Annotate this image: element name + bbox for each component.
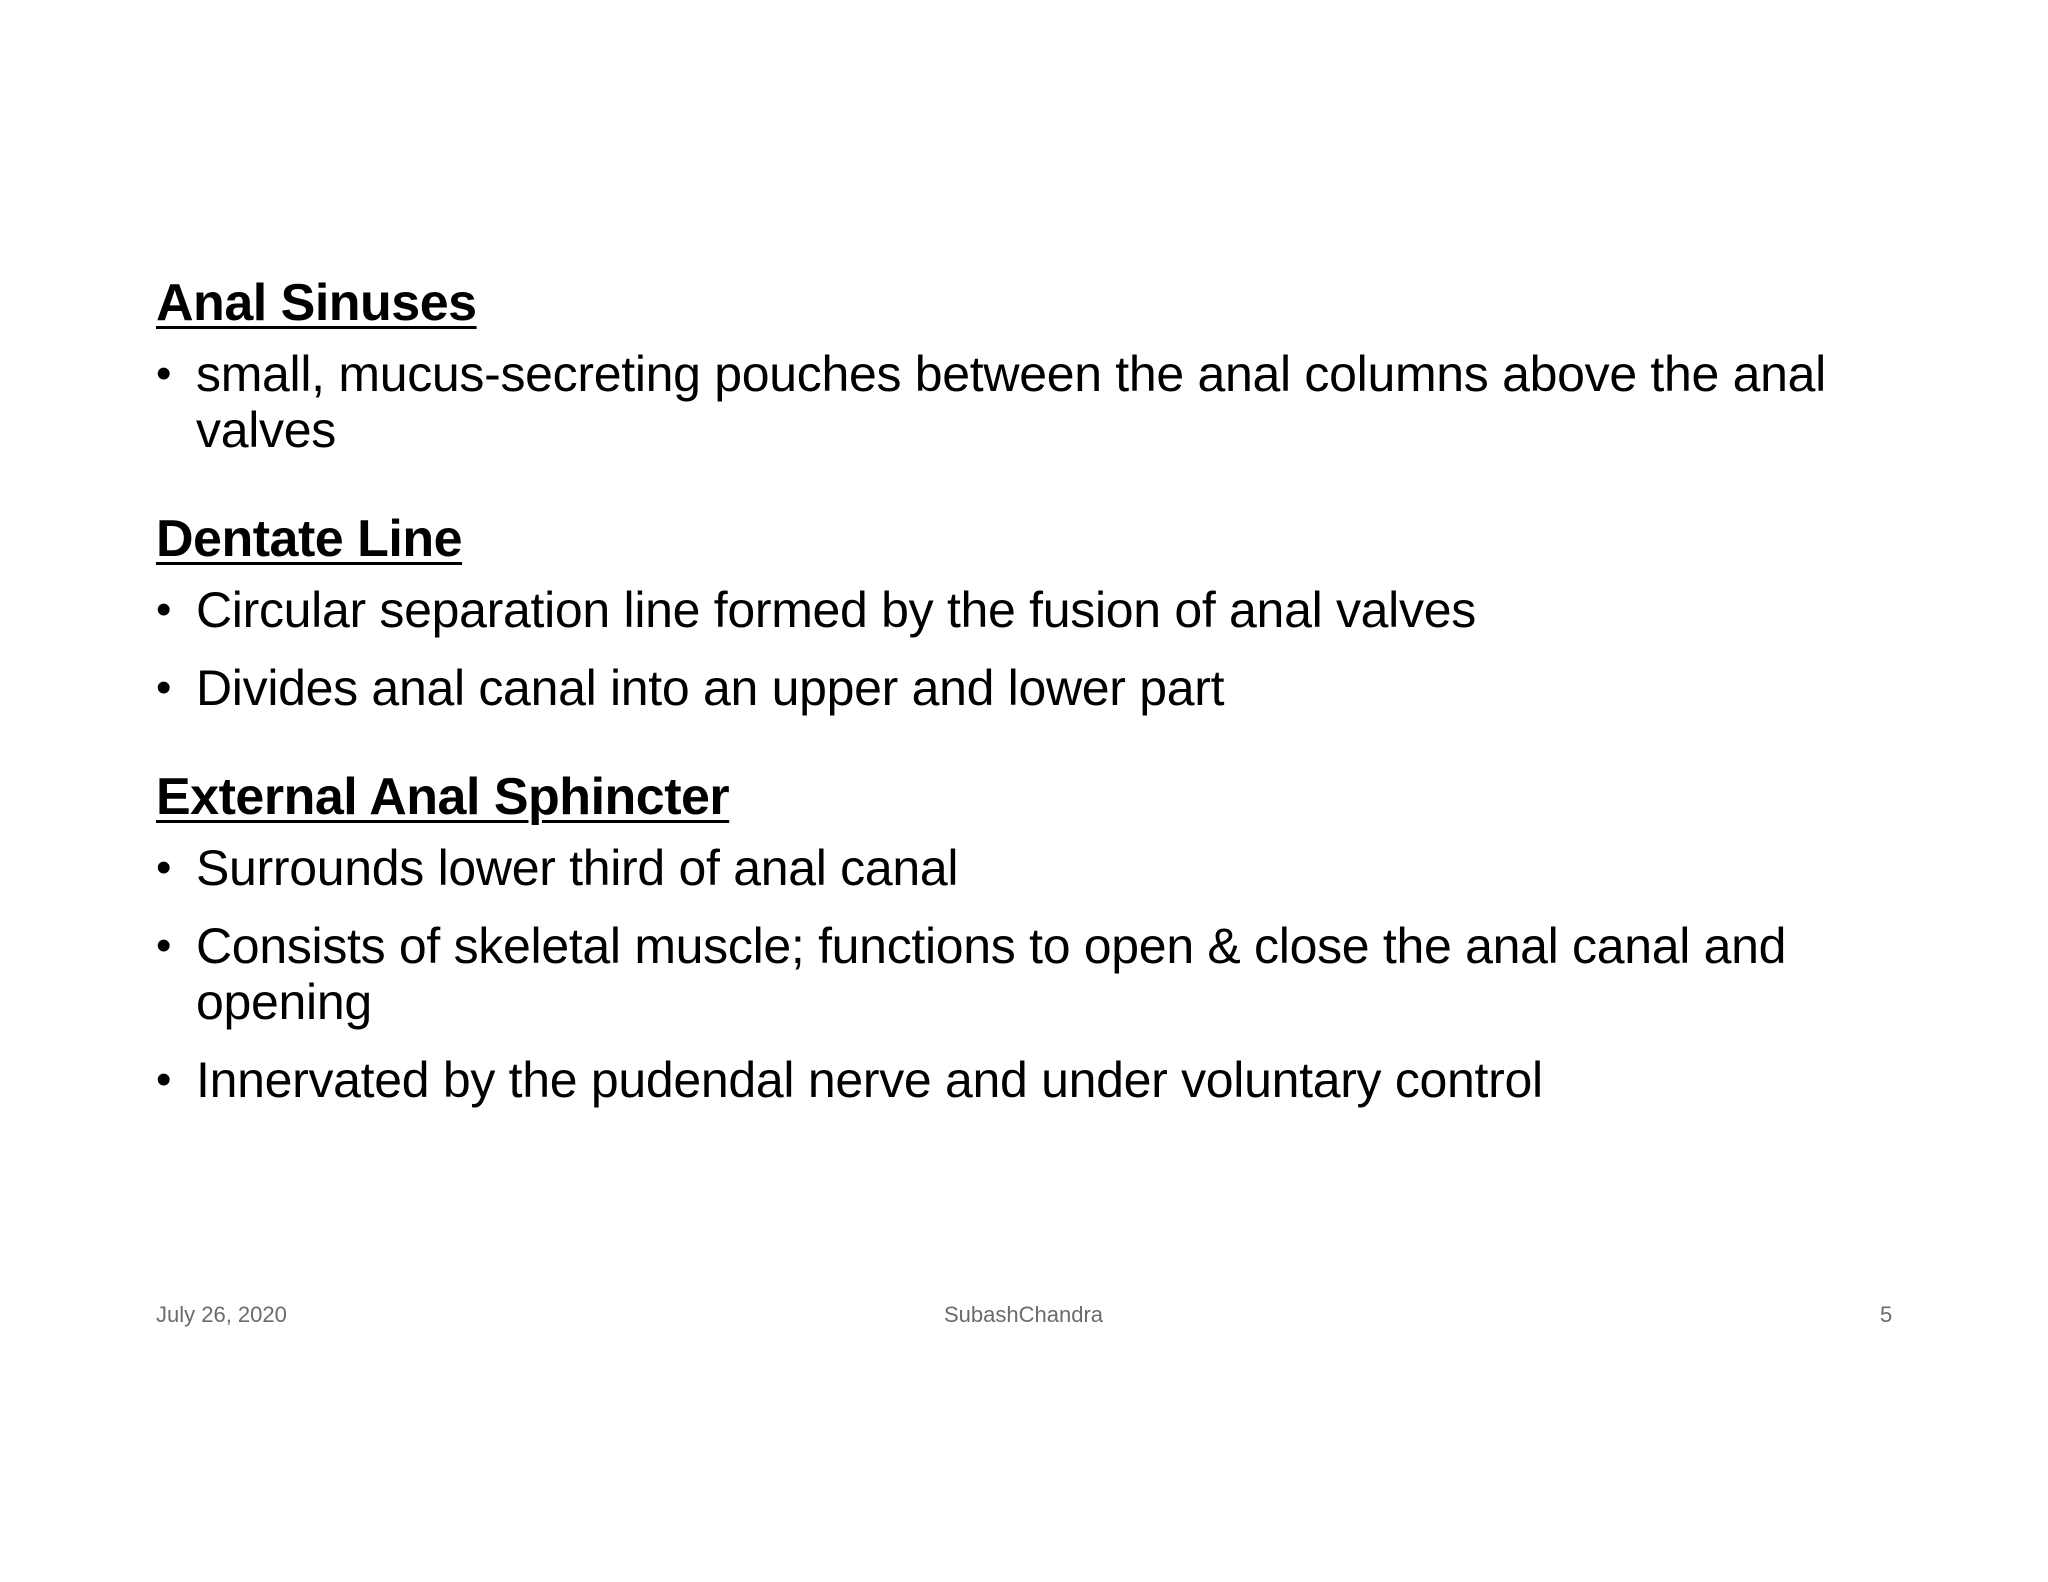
footer-author: SubashChandra (944, 1302, 1104, 1327)
bullet-list (156, 346, 1956, 458)
bullet-icon: • (156, 349, 172, 398)
footer-page-number: 5 (1880, 1302, 1893, 1327)
bullet-list (156, 582, 1956, 716)
bullet-icon: • (156, 663, 172, 712)
bullet-icon: • (156, 921, 172, 970)
section-heading: Anal Sinuses (156, 274, 477, 332)
bullet-text: Surrounds lower third of anal canal (196, 840, 959, 896)
footer-date: July 26, 2020 (156, 1302, 287, 1327)
bullet-text: Circular separation line formed by the fusion of anal valves (196, 582, 1476, 638)
bullet-icon: • (156, 843, 172, 892)
bullet-item (156, 346, 1956, 458)
bullet-text: Innervated by the pudendal nerve and under voluntary control (196, 1052, 1543, 1108)
bullet-item (156, 918, 1956, 1030)
section-heading: External Anal Sphincter (156, 768, 730, 826)
bullet-icon: • (156, 585, 172, 634)
bullet-item (156, 840, 1956, 896)
bullet-item (156, 1052, 1956, 1108)
section-anal-sinuses (156, 270, 1956, 458)
bullet-item (156, 660, 1956, 716)
bullet-text: small, mucus-secreting pouches between the anal columns above the anal valves (196, 346, 1826, 458)
bullet-text: Consists of skeletal muscle; functions to open & close the anal canal and opening (196, 918, 1787, 1030)
slide-content (156, 270, 1956, 1156)
bullet-list (156, 840, 1956, 1108)
section-external-anal-sphincter (156, 764, 1956, 1108)
section-heading: Dentate Line (156, 510, 463, 568)
bullet-icon: • (156, 1055, 172, 1104)
bullet-text: Divides anal canal into an upper and lower part (196, 660, 1225, 716)
bullet-item (156, 582, 1956, 638)
section-dentate-line (156, 506, 1956, 716)
